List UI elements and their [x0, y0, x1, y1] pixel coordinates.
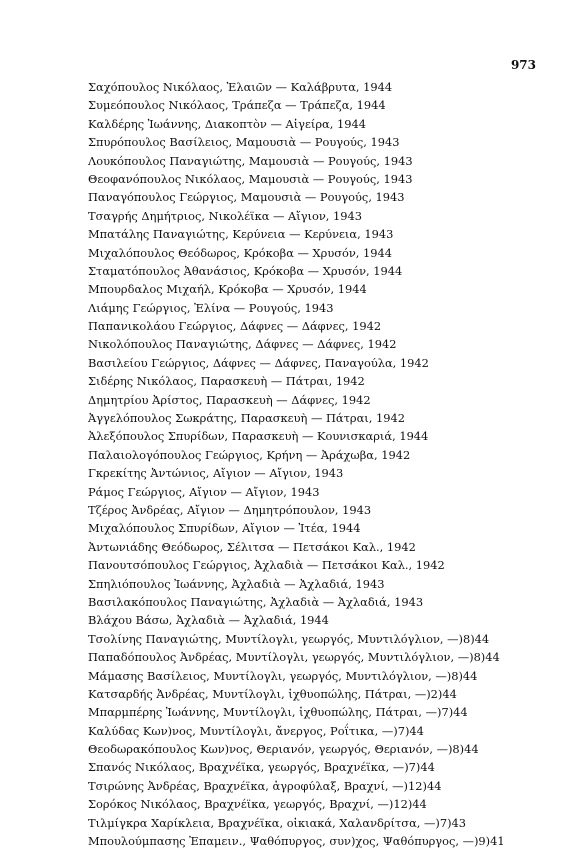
- list-item: Συμεόπουλος Νικόλαος, Τράπεζα — Τράπεζα, 1944: [88, 98, 386, 113]
- list-item: Σπυρόπουλος Βασίλειος, Μαμουσιὰ — Ρουγούς, 1943: [88, 135, 400, 150]
- list-item: Θεοφανόπουλος Νικόλαος, Μαμουσιὰ — Ρουγούς, 1943: [88, 171, 413, 186]
- list-item: Βλάχου Βάσω, Ἀχλαδιὰ — Ἀχλαδιά, 1944: [88, 613, 329, 628]
- list-item: Ἀγγελόπουλος Σωκράτης, Παρασκευὴ — Πάτραι, 1942: [88, 411, 405, 426]
- list-item: Παναγόπουλος Γεώργιος, Μαμουσιὰ — Ρουγούς, 1943: [88, 190, 405, 205]
- list-item: Τσιρώνης Ἀνδρέας, Βραχνέϊκα, ἀγροφύλαξ, Βραχνί, —)12)44: [88, 778, 442, 793]
- list-item: Σπηλιόπουλος Ἰωάννης, Ἀχλαδιὰ — Ἀχλαδιά, 1943: [88, 576, 385, 591]
- list-item: Τσαγρής Δημήτριος, Νικολέϊκα — Αἴγιον, 1943: [88, 208, 363, 223]
- list-item: Μιχαλόπουλος Θεόδωρος, Κρόκοβα — Χρυσόν, 1944: [88, 245, 393, 260]
- list-item: Σορόκος Νικόλαος, Βραχνέϊκα, γεωργός, Βραχνί, —)12)44: [88, 797, 427, 812]
- list-item: Μπουλούμπασης Ἐπαμειν., Ψαθόπυργος, συν)χος, Ψαθόπυργος, —)9)41: [88, 834, 505, 849]
- list-item: Πανουτσόπουλος Γεώργιος, Ἀχλαδιὰ — Πετσάκοι Καλ., 1942: [88, 558, 445, 573]
- list-item: Παλαιολογόπουλος Γεώργιος, Κρήνη — Ἀράχωβα, 1942: [88, 447, 411, 462]
- list-item: Σπανός Νικόλαος, Βραχνέϊκα, γεωργός, Βραχνέϊκα, —)7)44: [88, 760, 435, 775]
- list-item: Μπατάλης Παναγιώτης, Κερύνεια — Κερύνεια, 1943: [88, 227, 394, 242]
- list-item: Σιδέρης Νικόλαος, Παρασκευὴ — Πάτραι, 1942: [88, 374, 365, 389]
- list-item: Λιάμης Γεώργιος, Ἐλίνα — Ρουγούς, 1943: [88, 300, 334, 315]
- list-item: Τζέρος Ἀνδρέας, Αἴγιον — Δημητρόπουλον, 1943: [88, 502, 372, 517]
- list-item: Δημητρίου Ἀρίστος, Παρασκευὴ — Δάφνες, 1942: [88, 392, 371, 407]
- list-item: Μιχαλόπουλος Σπυρίδων, Αἴγιον — Ἰτέα, 1944: [88, 521, 361, 536]
- entry-list: [88, 78, 505, 850]
- list-item: Ἀλεξόπουλος Σπυρίδων, Παρασκευὴ — Κουνισκαριά, 1944: [88, 429, 429, 444]
- list-item: Βασιλείου Γεώργιος, Δάφνες — Δάφνες, Παναγούλα, 1942: [88, 355, 429, 370]
- list-item: Ράμος Γεώργιος, Αἴγιον — Αἴγιον, 1943: [88, 484, 320, 499]
- list-item: Παπαδόπουλος Ἀνδρέας, Μυντίλογλι, γεωργός, Μυντιλόγλιον, —)8)44: [88, 650, 500, 665]
- list-item: Κατσαρδής Ἀνδρέας, Μυντίλογλι, ἰχθυοπώλης, Πάτραι, —)2)44: [88, 686, 457, 701]
- list-item: Καλδέρης Ἰωάννης, Διακοπτὸν — Αἰγείρα, 1944: [88, 116, 366, 131]
- list-item: Θεοδωρακόπουλος Κων)νος, Θεριανόν, γεωργός, Θεριανόν, —)8)44: [88, 742, 479, 757]
- list-item: Μάμασης Βασίλειος, Μυντίλογλι, γεωργός, Μυντιλόγλιον, —)8)44: [88, 668, 478, 683]
- list-item: Νικολόπουλος Παναγιώτης, Δάφνες — Δάφνες, 1942: [88, 337, 397, 352]
- list-item: Τσολίνης Παναγιώτης, Μυντίλογλι, γεωργός, Μυντιλόγλιον, —)8)44: [88, 631, 490, 646]
- list-item: Ἀντωνιάδης Θεόδωρος, Σέλιτσα — Πετσάκοι Καλ., 1942: [88, 539, 416, 554]
- list-item: Μπαρμπέρης Ἰωάννης, Μυντίλογλι, ἰχθυοπώλης, Πάτραι, —)7)44: [88, 705, 468, 720]
- list-item: Γκρεκίτης Ἀντώνιος, Αἴγιον — Αἴγιον, 1943: [88, 466, 344, 481]
- list-item: Σαχόπουλος Νικόλαος, Ἐλαιῶν — Καλάβρυτα, 1944: [88, 80, 393, 94]
- list-item: Παπανικολάου Γεώργιος, Δάφνες — Δάφνες, 1942: [88, 319, 382, 334]
- list-item: Σταματόπουλος Ἀθανάσιος, Κρόκοβα — Χρυσόν, 1944: [88, 263, 403, 278]
- list-item: Καλύδας Κων)νος, Μυντίλογλι, ἄνεργος, Ροΐτικα, —)7)44: [88, 723, 424, 738]
- list-item: Λουκόπουλος Παναγιώτης, Μαμουσιὰ — Ρουγούς, 1943: [88, 153, 413, 168]
- page-number: 973: [510, 58, 536, 72]
- list-item: Βασιλακόπουλος Παναγιώτης, Ἀχλαδιὰ — Ἀχλαδιά, 1943: [88, 594, 424, 609]
- list-item: Μπουρδαλος Μιχαήλ, Κρόκοβα — Χρυσόν, 1944: [88, 282, 367, 297]
- list-item: Τιλμίγκρα Χαρίκλεια, Βραχνέϊκα, οἰκιακά, Χαλανδρίτσα, —)7)43: [88, 815, 467, 830]
